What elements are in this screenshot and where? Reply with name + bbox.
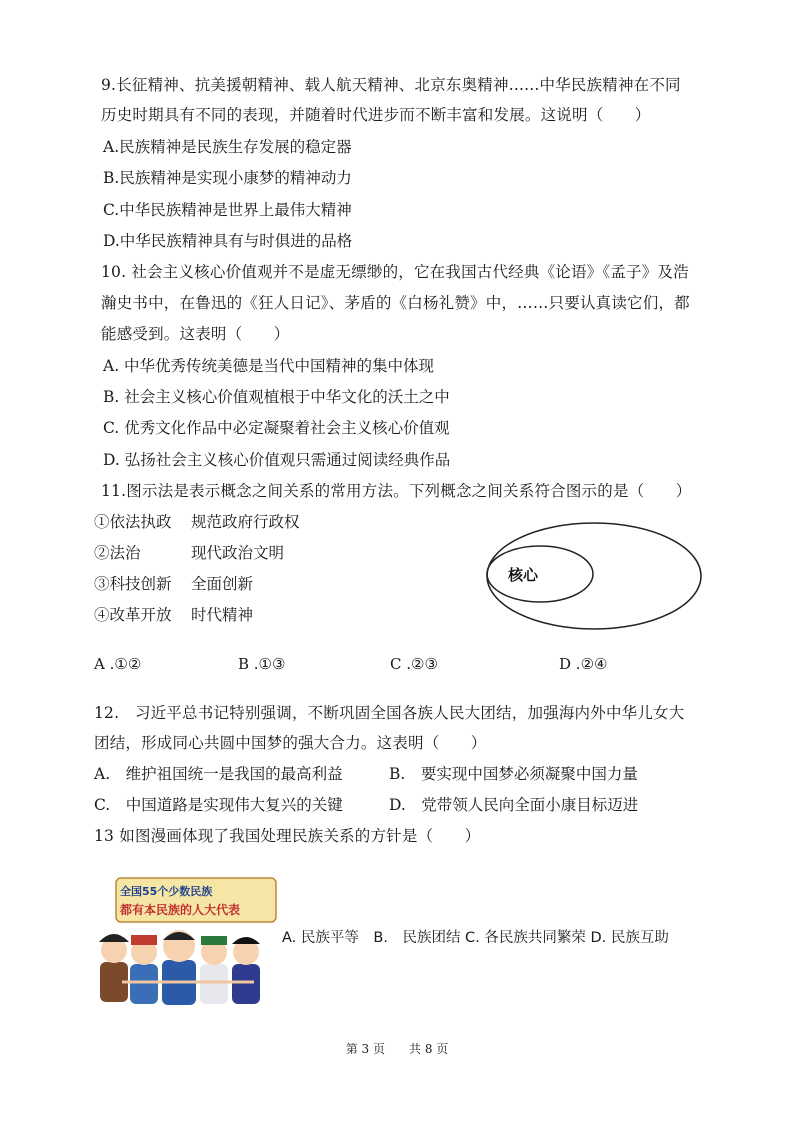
- q11-pair2-a: ②法治: [94, 544, 141, 562]
- cartoon-text-line2: 都有本民族的人大代表: [120, 903, 241, 917]
- concept-venn-diagram: [485, 520, 705, 632]
- ethnic-unity-cartoon: [94, 870, 280, 1013]
- q9-option-b: B.民族精神是实现小康梦的精神动力: [103, 169, 352, 187]
- q11-option-d: D .②④: [559, 655, 608, 673]
- q11-pair2-b: 现代政治文明: [191, 544, 285, 562]
- q10-stem-line3: 能感受到。这表明（ ）: [101, 325, 290, 343]
- q12-stem-line1: 12. 习近平总书记特别强调，不断巩固全国各族人民大团结，加强海内外中华儿女大: [94, 704, 685, 722]
- q9-option-d: D.中华民族精神具有与时俱进的品格: [103, 232, 353, 250]
- cartoon-text-line1: 全国55个少数民族: [120, 885, 213, 898]
- q13-stem: 13 如图漫画体现了我国处理民族关系的方针是（ ）: [94, 827, 481, 845]
- q11-option-a: A .①②: [94, 655, 142, 673]
- cartoon-figures: [99, 930, 260, 1005]
- q10-option-b: B. 社会主义核心价值观植根于中华文化的沃土之中: [103, 388, 450, 406]
- q11-stem: 11.图示法是表示概念之间关系的常用方法。下列概念之间关系符合图示的是（ ）: [101, 482, 692, 500]
- q12-option-d: D. 党带领人民向全面小康目标迈进: [389, 796, 639, 814]
- q12-option-c: C. 中国道路是实现伟大复兴的关键: [94, 796, 343, 814]
- q13-options: A. 民族平等 B. 民族团结 C. 各民族共同繁荣 D. 民族互助: [282, 930, 669, 946]
- q11-pair1-b: 规范政府行政权: [191, 513, 300, 531]
- q12-stem-line2: 团结，形成同心共圆中国梦的强大合力。这表明（ ）: [94, 734, 487, 752]
- q10-option-c: C. 优秀文化作品中必定凝聚着社会主义核心价值观: [103, 419, 450, 437]
- q9-stem-line1: 9.长征精神、抗美援朝精神、载人航天精神、北京东奥精神......中华民族精神在不同: [101, 76, 681, 94]
- q10-option-d: D. 弘扬社会主义核心价值观只需通过阅读经典作品: [103, 451, 451, 469]
- q11-pair3-a: ③科技创新: [94, 575, 172, 593]
- q11-option-b: B .①③: [238, 655, 286, 673]
- q11-pair3-b: 全面创新: [191, 575, 254, 593]
- q11-option-c: C .②③: [390, 655, 438, 673]
- q11-pair4-a: ④改革开放: [94, 606, 172, 624]
- q11-pair1-a: ①依法执政: [94, 513, 172, 531]
- q9-stem-line2: 历史时期具有不同的表现，并随着时代进步而不断丰富和发展。这说明（ ）: [101, 106, 651, 124]
- q9-option-c: C.中华民族精神是世界上最伟大精神: [103, 201, 352, 219]
- page-footer: 第 3 页 共 8 页: [345, 1042, 449, 1056]
- inner-ellipse: [487, 546, 593, 602]
- diagram-core-label: 核心: [508, 566, 539, 584]
- q9-option-a: A.民族精神是民族生存发展的稳定器: [103, 138, 352, 156]
- q10-stem-line1: 10. 社会主义核心价值观并不是虚无缥缈的，它在我国古代经典《论语》《孟子》及浩: [101, 263, 689, 281]
- q11-pair4-b: 时代精神: [191, 606, 254, 624]
- q10-option-a: A. 中华优秀传统美德是当代中国精神的集中体现: [103, 357, 435, 375]
- q10-stem-line2: 瀚史书中，在鲁迅的《狂人日记》、茅盾的《白杨礼赞》中，……只要认真读它们，都: [101, 294, 690, 312]
- q12-option-b: B. 要实现中国梦必须凝聚中国力量: [389, 765, 638, 783]
- q12-option-a: A. 维护祖国统一是我国的最高利益: [94, 765, 343, 783]
